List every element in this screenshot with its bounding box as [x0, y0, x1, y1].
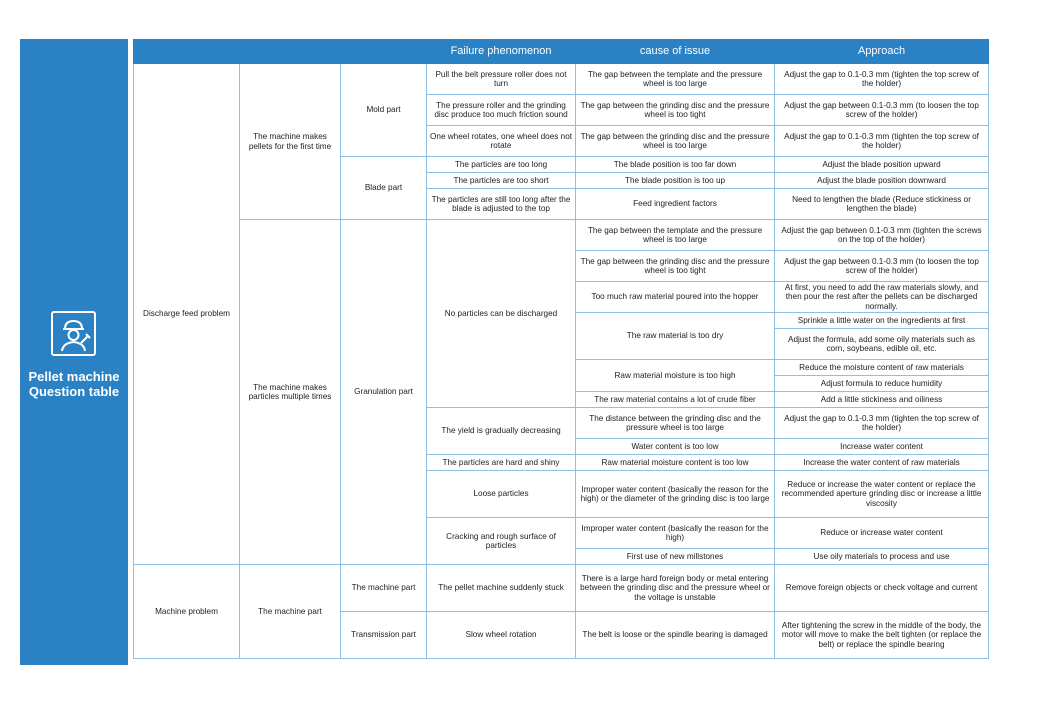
failure-cell: The particles are too long	[427, 157, 576, 173]
cause-cell: The distance between the grinding disc and the pressure wheel is too large	[576, 408, 775, 439]
approach-cell: At first, you need to add the raw materials slowly, and then pour the rest after the pellets can be discharged normally.	[775, 282, 989, 313]
approach-cell: Remove foreign objects or check voltage and current	[775, 565, 989, 612]
approach-cell: Use oily materials to process and use	[775, 549, 989, 565]
cause-cell: The gap between the grinding disc and the pressure wheel is too large	[576, 126, 775, 157]
cause-cell: Improper water content (basically the reason for the high) or the diameter of the grinding disc is too large	[576, 471, 775, 518]
cause-cell: The gap between the template and the pressure wheel is too large	[576, 64, 775, 95]
failure-cell: Pull the belt pressure roller does not turn	[427, 64, 576, 95]
category-cell: Discharge feed problem	[134, 64, 240, 565]
sidebar	[20, 39, 128, 665]
cause-cell: Raw material moisture content is too low	[576, 455, 775, 471]
part-cell: Blade part	[341, 157, 427, 220]
category-cell: Machine problem	[134, 565, 240, 659]
cause-cell: The raw material is too dry	[576, 313, 775, 360]
failure-cell: The yield is gradually decreasing	[427, 408, 576, 455]
stage-cell: The machine part	[240, 565, 341, 659]
cause-cell: Too much raw material poured into the hopper	[576, 282, 775, 313]
part-cell: Mold part	[341, 64, 427, 157]
cause-cell: The gap between the grinding disc and the pressure wheel is too tight	[576, 251, 775, 282]
cause-cell: Raw material moisture is too high	[576, 360, 775, 392]
approach-cell: Reduce or increase water content	[775, 518, 989, 549]
approach-cell: Adjust the gap between 0.1-0.3 mm (tighten the screws on the top of the holder)	[775, 220, 989, 251]
cause-cell: The gap between the grinding disc and the pressure wheel is too tight	[576, 95, 775, 126]
approach-cell: Adjust formula to reduce humidity	[775, 376, 989, 392]
approach-cell: After tightening the screw in the middle of the body, the motor will move to make the belt tighten (or replace the belt) or replace the spindle bearing	[775, 612, 989, 659]
approach-cell: Adjust the gap between 0.1-0.3 mm (to loosen the top screw of the holder)	[775, 95, 989, 126]
cause-cell: The belt is loose or the spindle bearing is damaged	[576, 612, 775, 659]
part-cell: Transmission part	[341, 612, 427, 659]
approach-cell: Reduce or increase the water content or replace the recommended aperture grinding disc or increase a little viscosity	[775, 471, 989, 518]
failure-cell: The pellet machine suddenly stuck	[427, 565, 576, 612]
failure-cell: The particles are too short	[427, 173, 576, 189]
header-cause: cause of issue	[576, 40, 775, 64]
part-cell: The machine part	[341, 565, 427, 612]
approach-cell: Adjust the gap between 0.1-0.3 mm (to loosen the top screw of the holder)	[775, 251, 989, 282]
approach-cell: Sprinkle a little water on the ingredients at first	[775, 313, 989, 329]
worker-wrench-icon	[51, 311, 96, 356]
approach-cell: Adjust the blade position upward	[775, 157, 989, 173]
failure-cell: One wheel rotates, one wheel does not rotate	[427, 126, 576, 157]
failure-cell: The particles are still too long after the blade is adjusted to the top	[427, 189, 576, 220]
header-failure: Failure phenomenon	[427, 40, 576, 64]
approach-cell: Increase water content	[775, 439, 989, 455]
header-blank	[134, 40, 427, 64]
failure-cell: Slow wheel rotation	[427, 612, 576, 659]
approach-cell: Increase the water content of raw materials	[775, 455, 989, 471]
failure-cell: Cracking and rough surface of particles	[427, 518, 576, 565]
approach-cell: Adjust the formula, add some oily materials such as corn, soybeans, edible oil, etc.	[775, 329, 989, 360]
failure-cell: No particles can be discharged	[427, 220, 576, 408]
stage-cell: The machine makes particles multiple times	[240, 220, 341, 565]
cause-cell: The blade position is too up	[576, 173, 775, 189]
table-row	[134, 220, 989, 251]
table-row	[134, 64, 989, 95]
cause-cell: Improper water content (basically the reason for the high)	[576, 518, 775, 549]
approach-cell: Adjust the gap to 0.1-0.3 mm (tighten the top screw of the holder)	[775, 408, 989, 439]
cause-cell: The raw material contains a lot of crude fiber	[576, 392, 775, 408]
troubleshooting-table	[133, 39, 989, 659]
approach-cell: Need to lengthen the blade (Reduce stickiness or lengthen the blade)	[775, 189, 989, 220]
approach-cell: Adjust the gap to 0.1-0.3 mm (tighten the top screw of the holder)	[775, 126, 989, 157]
failure-cell: The pressure roller and the grinding disc produce too much friction sound	[427, 95, 576, 126]
part-cell: Granulation part	[341, 220, 427, 565]
approach-cell: Add a little stickiness and oiliness	[775, 392, 989, 408]
cause-cell: Feed ingredient factors	[576, 189, 775, 220]
cause-cell: There is a large hard foreign body or metal entering between the grinding disc and the pressure wheel or the voltage is unstable	[576, 565, 775, 612]
header-approach: Approach	[775, 40, 989, 64]
approach-cell: Adjust the blade position downward	[775, 173, 989, 189]
failure-cell: Loose particles	[427, 471, 576, 518]
table-row	[134, 565, 989, 612]
stage-cell: The machine makes pellets for the first time	[240, 64, 341, 220]
sidebar-title: Pellet machine Question table	[28, 369, 120, 399]
failure-cell: The particles are hard and shiny	[427, 455, 576, 471]
cause-cell: First use of new millstones	[576, 549, 775, 565]
approach-cell: Reduce the moisture content of raw materials	[775, 360, 989, 376]
table-header-row	[134, 40, 989, 64]
approach-cell: Adjust the gap to 0.1-0.3 mm (tighten the top screw of the holder)	[775, 64, 989, 95]
cause-cell: The blade position is too far down	[576, 157, 775, 173]
cause-cell: Water content is too low	[576, 439, 775, 455]
cause-cell: The gap between the template and the pressure wheel is too large	[576, 220, 775, 251]
